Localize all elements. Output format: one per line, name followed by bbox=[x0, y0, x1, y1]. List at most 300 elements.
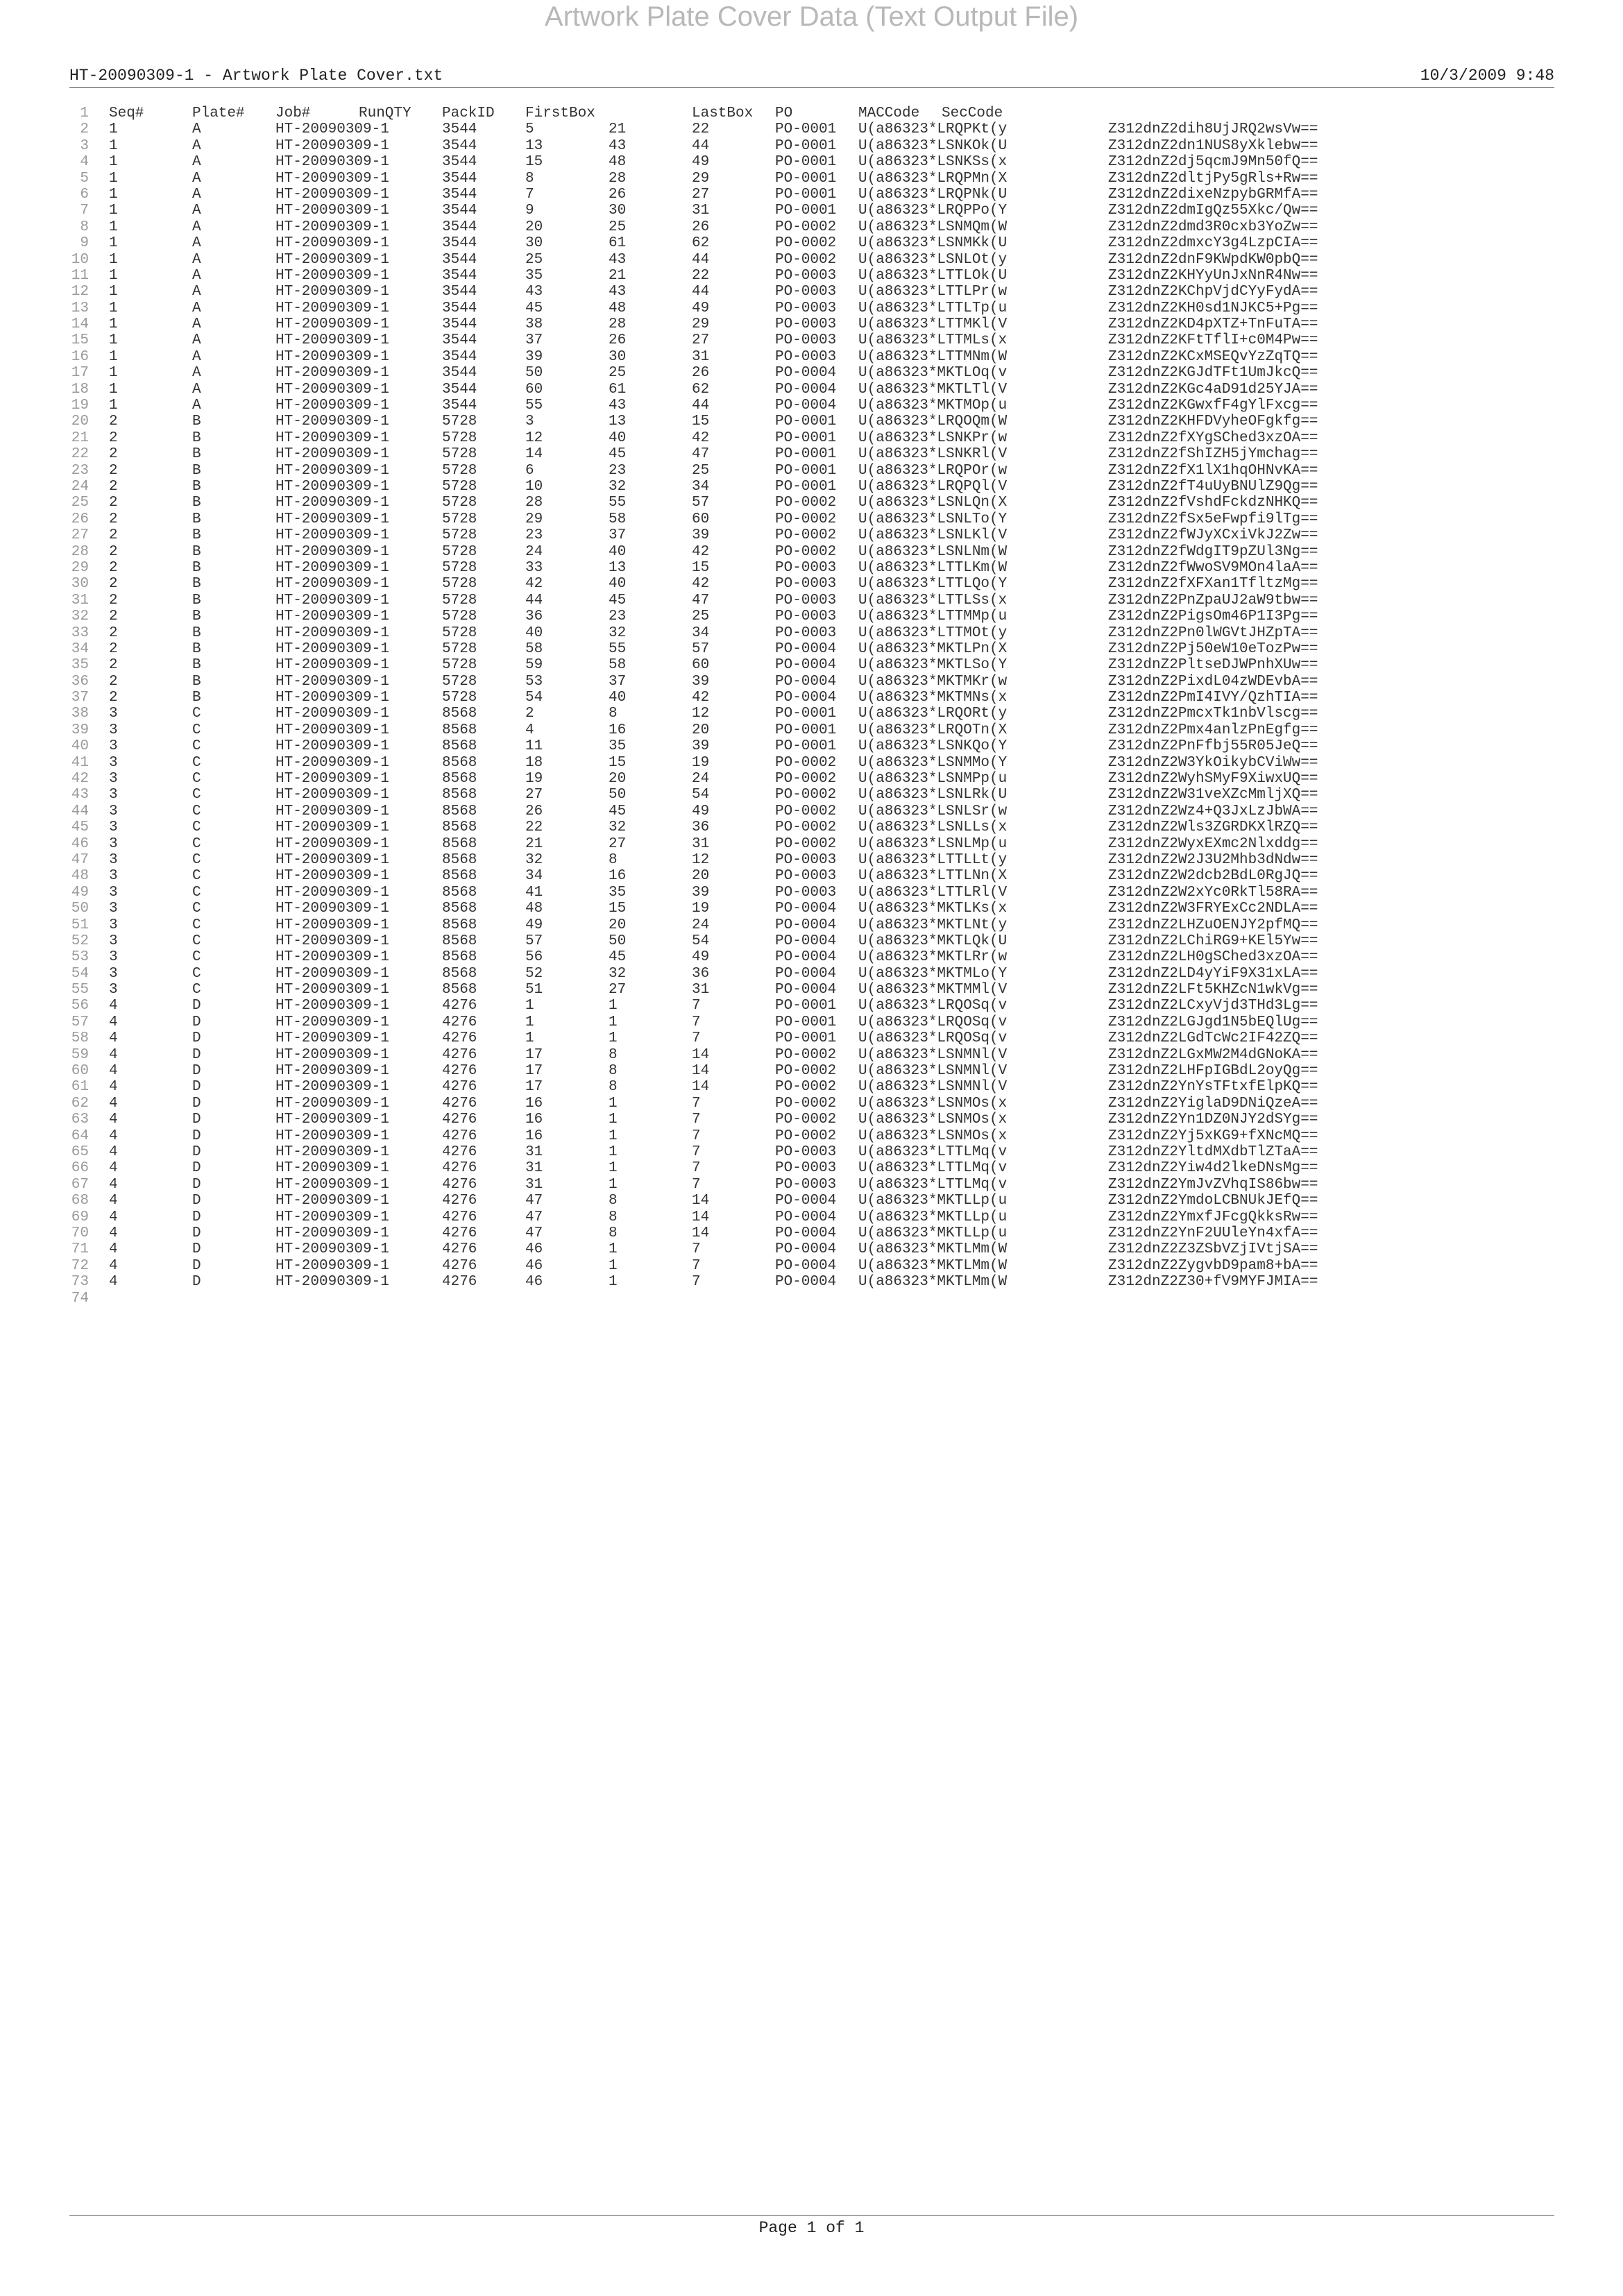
page-header bbox=[69, 67, 1554, 88]
table-cell: 1 bbox=[109, 381, 118, 398]
table-cell: 23 bbox=[609, 609, 627, 625]
line-number: 15 bbox=[71, 332, 89, 349]
table-cell: Z312dnZ2PigsOm46P1I3Pg== bbox=[1108, 609, 1318, 625]
column-header: RunQTY bbox=[359, 105, 411, 121]
table-cell: C bbox=[192, 835, 201, 852]
table-cell: 49 bbox=[692, 300, 710, 316]
line-number: 50 bbox=[71, 901, 89, 917]
table-cell: HT-20090309-1 bbox=[275, 543, 389, 560]
table-cell: HT-20090309-1 bbox=[275, 137, 389, 154]
table-cell: HT-20090309-1 bbox=[275, 284, 389, 300]
table-cell: 7 bbox=[692, 1241, 701, 1258]
table-cell: 15 bbox=[692, 414, 710, 430]
table-cell: 4276 bbox=[442, 1225, 477, 1241]
table-cell: U(a86323*LRQORt(y bbox=[858, 706, 1008, 722]
table-cell: C bbox=[192, 901, 201, 917]
table-cell: HT-20090309-1 bbox=[275, 787, 389, 803]
table-cell: 8 bbox=[609, 1046, 618, 1063]
table-cell: 3544 bbox=[442, 121, 477, 138]
table-cell: 61 bbox=[609, 381, 627, 398]
table-cell: 46 bbox=[525, 1274, 543, 1291]
table-cell: 14 bbox=[692, 1046, 710, 1063]
table-cell: 12 bbox=[692, 706, 710, 722]
table-cell: Z312dnZ2WyxEXmc2Nlxddg== bbox=[1108, 835, 1318, 852]
table-cell: U(a86323*MKTLLp(u bbox=[858, 1225, 1008, 1241]
table-cell: 19 bbox=[692, 901, 710, 917]
table-cell: 20 bbox=[692, 722, 710, 738]
table-cell: B bbox=[192, 511, 201, 527]
table-cell: D bbox=[192, 1014, 201, 1030]
table-cell: 16 bbox=[525, 1112, 543, 1128]
table-cell: B bbox=[192, 495, 201, 511]
table-cell: 5728 bbox=[442, 673, 477, 690]
table-cell: A bbox=[192, 137, 201, 154]
table-cell: D bbox=[192, 1030, 201, 1047]
table-cell: Z312dnZ2W2xYc0RkTl58RA== bbox=[1108, 884, 1318, 901]
table-cell: HT-20090309-1 bbox=[275, 738, 389, 755]
table-cell: PO-0003 bbox=[775, 316, 837, 333]
table-cell: HT-20090309-1 bbox=[275, 592, 389, 609]
table-cell: C bbox=[192, 982, 201, 998]
table-cell: 7 bbox=[692, 998, 701, 1014]
table-cell: PO-0002 bbox=[775, 787, 837, 803]
table-cell: 37 bbox=[525, 332, 543, 349]
table-cell: 53 bbox=[525, 673, 543, 690]
table-cell: HT-20090309-1 bbox=[275, 381, 389, 398]
line-number: 12 bbox=[71, 284, 89, 300]
table-cell: HT-20090309-1 bbox=[275, 982, 389, 998]
table-cell: 1 bbox=[609, 998, 618, 1014]
table-cell: U(a86323*LSNLOt(y bbox=[858, 251, 1008, 268]
table-cell: 15 bbox=[692, 559, 710, 576]
table-cell: PO-0002 bbox=[775, 803, 837, 819]
table-cell: U(a86323*LTTLQo(Y bbox=[858, 576, 1008, 593]
table-cell: 3 bbox=[109, 754, 118, 771]
table-cell: U(a86323*MKTLTl(V bbox=[858, 381, 1008, 398]
table-cell: 16 bbox=[609, 868, 627, 885]
table-cell: Z312dnZ2LGdTcWc2IF42ZQ== bbox=[1108, 1030, 1318, 1047]
table-cell: Z312dnZ2LCxyVjd3THd3Lg== bbox=[1108, 998, 1318, 1014]
table-cell: 14 bbox=[692, 1063, 710, 1080]
table-cell: Z312dnZ2YmJvZVhqIS86bw== bbox=[1108, 1176, 1318, 1193]
table-cell: 12 bbox=[525, 430, 543, 446]
table-cell: 26 bbox=[692, 219, 710, 235]
table-cell: U(a86323*LSNLNm(W bbox=[858, 543, 1008, 560]
table-cell: U(a86323*LSNMQm(W bbox=[858, 219, 1008, 235]
table-cell: PO-0003 bbox=[775, 1144, 837, 1160]
table-cell: 2 bbox=[109, 446, 118, 463]
table-cell: Z312dnZ2LH0gSChed3xzOA== bbox=[1108, 949, 1318, 966]
table-cell: HT-20090309-1 bbox=[275, 365, 389, 382]
line-number: 21 bbox=[71, 430, 89, 446]
table-cell: U(a86323*LRQOSq(v bbox=[858, 998, 1008, 1014]
table-cell: PO-0001 bbox=[775, 414, 837, 430]
table-cell: 25 bbox=[609, 219, 627, 235]
table-cell: 40 bbox=[609, 576, 627, 593]
table-cell: 14 bbox=[692, 1209, 710, 1225]
line-number: 31 bbox=[71, 592, 89, 609]
table-cell: 22 bbox=[525, 819, 543, 836]
table-cell: 13 bbox=[525, 137, 543, 154]
table-cell: 4 bbox=[109, 1193, 118, 1209]
table-cell: Z312dnZ2dmIgQz55Xkc/Qw== bbox=[1108, 203, 1318, 219]
table-cell: 2 bbox=[109, 462, 118, 479]
table-cell: Z312dnZ2KH0sd1NJKC5+Pg== bbox=[1108, 300, 1318, 316]
table-cell: 4276 bbox=[442, 1046, 477, 1063]
table-cell: U(a86323*LRQOSq(v bbox=[858, 1030, 1008, 1047]
table-cell: 8568 bbox=[442, 965, 477, 982]
table-cell: 14 bbox=[692, 1193, 710, 1209]
table-cell: 19 bbox=[525, 771, 543, 788]
table-cell: 4 bbox=[109, 1014, 118, 1030]
line-number: 34 bbox=[71, 640, 89, 657]
table-cell: HT-20090309-1 bbox=[275, 267, 389, 284]
table-cell: 45 bbox=[609, 446, 627, 463]
table-cell: 43 bbox=[609, 251, 627, 268]
table-cell: 5728 bbox=[442, 690, 477, 706]
table-cell: HT-20090309-1 bbox=[275, 414, 389, 430]
table-cell: U(a86323*MKTLRr(w bbox=[858, 949, 1008, 966]
table-cell: Z312dnZ2fX1lX1hqOHNvKA== bbox=[1108, 462, 1318, 479]
table-cell: 34 bbox=[692, 478, 710, 495]
table-cell: HT-20090309-1 bbox=[275, 722, 389, 738]
table-cell: 14 bbox=[692, 1079, 710, 1096]
table-cell: 36 bbox=[525, 609, 543, 625]
line-number: 25 bbox=[71, 495, 89, 511]
table-cell: U(a86323*LSNMPp(u bbox=[858, 771, 1008, 788]
table-cell: U(a86323*LRQOQm(W bbox=[858, 414, 1008, 430]
table-cell: PO-0001 bbox=[775, 998, 837, 1014]
table-cell: PO-0004 bbox=[775, 381, 837, 398]
table-cell: 1 bbox=[109, 348, 118, 365]
table-cell: 42 bbox=[692, 430, 710, 446]
table-cell: B bbox=[192, 690, 201, 706]
table-cell: U(a86323*LSNKRl(V bbox=[858, 446, 1008, 463]
table-cell: 39 bbox=[692, 673, 710, 690]
table-cell: 40 bbox=[609, 690, 627, 706]
table-cell: Z312dnZ2fShIZH5jYmchag== bbox=[1108, 446, 1318, 463]
table-cell: HT-20090309-1 bbox=[275, 1063, 389, 1080]
table-cell: 1 bbox=[109, 219, 118, 235]
line-number: 72 bbox=[71, 1257, 89, 1274]
table-cell: 3544 bbox=[442, 365, 477, 382]
table-cell: PO-0003 bbox=[775, 1176, 837, 1193]
table-cell: HT-20090309-1 bbox=[275, 511, 389, 527]
table-cell: 31 bbox=[525, 1176, 543, 1193]
table-cell: A bbox=[192, 316, 201, 333]
table-cell: Z312dnZ2KD4pXTZ+TnFuTA== bbox=[1108, 316, 1318, 333]
table-cell: D bbox=[192, 1160, 201, 1177]
table-cell: 3 bbox=[109, 803, 118, 819]
table-cell: PO-0004 bbox=[775, 640, 837, 657]
table-cell: 45 bbox=[525, 300, 543, 316]
table-cell: Z312dnZ2LHZuOENJY2pfMQ== bbox=[1108, 917, 1318, 933]
table-cell: 8568 bbox=[442, 754, 477, 771]
table-cell: 1 bbox=[109, 300, 118, 316]
table-cell: 16 bbox=[525, 1095, 543, 1112]
table-cell: 58 bbox=[609, 657, 627, 674]
table-cell: 5728 bbox=[442, 576, 477, 593]
table-cell: 13 bbox=[609, 414, 627, 430]
table-cell: HT-20090309-1 bbox=[275, 186, 389, 203]
table-cell: D bbox=[192, 1241, 201, 1258]
table-cell: 2 bbox=[109, 495, 118, 511]
table-cell: 34 bbox=[692, 624, 710, 641]
page-number: Page 1 of 1 bbox=[758, 2219, 865, 2237]
table-cell: A bbox=[192, 186, 201, 203]
table-cell: PO-0001 bbox=[775, 1030, 837, 1047]
table-cell: 36 bbox=[692, 965, 710, 982]
table-cell: 32 bbox=[609, 624, 627, 641]
table-cell: 27 bbox=[609, 835, 627, 852]
table-cell: 3544 bbox=[442, 381, 477, 398]
table-cell: Z312dnZ2PixdL04zWDEvbA== bbox=[1108, 673, 1318, 690]
table-cell: 3544 bbox=[442, 251, 477, 268]
table-cell: 24 bbox=[692, 917, 710, 933]
table-cell: PO-0001 bbox=[775, 462, 837, 479]
table-cell: HT-20090309-1 bbox=[275, 657, 389, 674]
table-cell: 7 bbox=[692, 1160, 701, 1177]
table-cell: C bbox=[192, 738, 201, 755]
table-cell: HT-20090309-1 bbox=[275, 933, 389, 949]
table-cell: 39 bbox=[692, 527, 710, 544]
table-cell: 8 bbox=[525, 170, 534, 187]
table-cell: 51 bbox=[525, 982, 543, 998]
line-number: 33 bbox=[71, 624, 89, 641]
table-cell: 8568 bbox=[442, 787, 477, 803]
table-cell: HT-20090309-1 bbox=[275, 478, 389, 495]
line-number: 60 bbox=[71, 1063, 89, 1080]
table-cell: 25 bbox=[609, 365, 627, 382]
table-cell: 47 bbox=[525, 1225, 543, 1241]
table-cell: U(a86323*MKTLMm(W bbox=[858, 1257, 1008, 1274]
table-cell: 62 bbox=[692, 235, 710, 252]
table-cell: 29 bbox=[692, 316, 710, 333]
table-cell: PO-0003 bbox=[775, 559, 837, 576]
table-cell: PO-0004 bbox=[775, 1257, 837, 1274]
table-cell: 2 bbox=[109, 609, 118, 625]
table-cell: HT-20090309-1 bbox=[275, 203, 389, 219]
table-cell: U(a86323*LTTMMp(u bbox=[858, 609, 1008, 625]
table-cell: 8568 bbox=[442, 917, 477, 933]
table-cell: 25 bbox=[525, 251, 543, 268]
table-cell: HT-20090309-1 bbox=[275, 1160, 389, 1177]
line-number: 10 bbox=[71, 251, 89, 268]
table-cell: 23 bbox=[609, 462, 627, 479]
table-cell: 26 bbox=[609, 332, 627, 349]
table-cell: U(a86323*MKTLLp(u bbox=[858, 1193, 1008, 1209]
table-cell: 48 bbox=[609, 300, 627, 316]
table-cell: 31 bbox=[525, 1160, 543, 1177]
table-cell: 4 bbox=[109, 1144, 118, 1160]
table-cell: PO-0004 bbox=[775, 1241, 837, 1258]
table-cell: C bbox=[192, 706, 201, 722]
table-cell: Z312dnZ2W31veXZcMmljXQ== bbox=[1108, 787, 1318, 803]
table-cell: 11 bbox=[525, 738, 543, 755]
table-cell: 7 bbox=[692, 1257, 701, 1274]
table-cell: Z312dnZ2Yn1DZ0NJY2dSYg== bbox=[1108, 1112, 1318, 1128]
table-cell: Z312dnZ2fVshdFckdzNHKQ== bbox=[1108, 495, 1318, 511]
table-cell: Z312dnZ2W3YkOikybCViWw== bbox=[1108, 754, 1318, 771]
table-cell: U(a86323*LSNMNl(V bbox=[858, 1063, 1008, 1080]
table-cell: 46 bbox=[525, 1257, 543, 1274]
table-cell: B bbox=[192, 527, 201, 544]
table-cell: Z312dnZ2LChiRG9+KEl5Yw== bbox=[1108, 933, 1318, 949]
table-cell: 2 bbox=[109, 673, 118, 690]
table-cell: 21 bbox=[609, 267, 627, 284]
table-cell: U(a86323*MKTLKs(x bbox=[858, 901, 1008, 917]
table-cell: 28 bbox=[609, 316, 627, 333]
table-cell: 2 bbox=[109, 478, 118, 495]
table-cell: PO-0001 bbox=[775, 154, 837, 171]
table-cell: 8568 bbox=[442, 933, 477, 949]
table-cell: U(a86323*LTTLOk(U bbox=[858, 267, 1008, 284]
table-cell: U(a86323*MKTLOq(v bbox=[858, 365, 1008, 382]
table-cell: U(a86323*LRQOSq(v bbox=[858, 1014, 1008, 1030]
table-cell: 45 bbox=[609, 803, 627, 819]
table-cell: 3544 bbox=[442, 219, 477, 235]
table-cell: 4 bbox=[109, 1079, 118, 1096]
table-cell: 4276 bbox=[442, 1079, 477, 1096]
table-cell: 5728 bbox=[442, 527, 477, 544]
table-cell: 43 bbox=[609, 398, 627, 414]
table-cell: 32 bbox=[609, 478, 627, 495]
table-cell: 2 bbox=[109, 640, 118, 657]
table-cell: 3544 bbox=[442, 332, 477, 349]
table-cell: 8568 bbox=[442, 771, 477, 788]
table-cell: B bbox=[192, 430, 201, 446]
table-cell: 3544 bbox=[442, 267, 477, 284]
table-cell: 37 bbox=[609, 527, 627, 544]
table-cell: 4 bbox=[109, 1128, 118, 1144]
table-cell: HT-20090309-1 bbox=[275, 965, 389, 982]
table-cell: 14 bbox=[525, 446, 543, 463]
table-cell: 8568 bbox=[442, 803, 477, 819]
table-cell: U(a86323*LTTLNn(X bbox=[858, 868, 1008, 885]
table-cell: U(a86323*LSNKQo(Y bbox=[858, 738, 1008, 755]
table-cell: D bbox=[192, 1128, 201, 1144]
table-cell: PO-0004 bbox=[775, 673, 837, 690]
table-cell: 17 bbox=[525, 1079, 543, 1096]
table-cell: 5728 bbox=[442, 640, 477, 657]
line-number: 53 bbox=[71, 949, 89, 966]
table-cell: 1 bbox=[109, 251, 118, 268]
table-cell: Z312dnZ2Z30+fV9MYFJMIA== bbox=[1108, 1274, 1318, 1291]
line-number: 30 bbox=[71, 576, 89, 593]
table-cell: 57 bbox=[525, 933, 543, 949]
table-cell: 27 bbox=[692, 186, 710, 203]
table-cell: 8 bbox=[609, 851, 618, 868]
table-cell: 30 bbox=[609, 348, 627, 365]
table-cell: 7 bbox=[692, 1014, 701, 1030]
table-cell: Z312dnZ2dnF9KWpdKW0pbQ== bbox=[1108, 251, 1318, 268]
table-cell: 45 bbox=[609, 949, 627, 966]
table-cell: 3 bbox=[109, 884, 118, 901]
line-number: 41 bbox=[71, 754, 89, 771]
table-cell: 3 bbox=[525, 414, 534, 430]
table-cell: U(a86323*LRQPMn(X bbox=[858, 170, 1008, 187]
table-cell: C bbox=[192, 949, 201, 966]
line-number: 69 bbox=[71, 1209, 89, 1225]
table-cell: PO-0002 bbox=[775, 543, 837, 560]
table-cell: U(a86323*LSNKPr(w bbox=[858, 430, 1008, 446]
table-cell: U(a86323*MKTMKr(w bbox=[858, 673, 1008, 690]
table-cell: 5728 bbox=[442, 446, 477, 463]
table-cell: PO-0001 bbox=[775, 706, 837, 722]
table-cell: 3 bbox=[109, 901, 118, 917]
table-cell: 3 bbox=[109, 787, 118, 803]
column-header: SecCode bbox=[942, 105, 1003, 121]
table-cell: U(a86323*LSNMNl(V bbox=[858, 1046, 1008, 1063]
table-cell: 44 bbox=[692, 398, 710, 414]
table-cell: 31 bbox=[525, 1144, 543, 1160]
table-cell: 1 bbox=[109, 121, 118, 138]
table-cell: 5728 bbox=[442, 478, 477, 495]
table-cell: 3544 bbox=[442, 137, 477, 154]
table-cell: 44 bbox=[525, 592, 543, 609]
line-number: 54 bbox=[71, 965, 89, 982]
table-cell: U(a86323*LSNMNl(V bbox=[858, 1079, 1008, 1096]
table-cell: U(a86323*MKTLNt(y bbox=[858, 917, 1008, 933]
table-cell: PO-0001 bbox=[775, 738, 837, 755]
document-title: Artwork Plate Cover Data (Text Output File) bbox=[544, 1, 1079, 32]
table-cell: 60 bbox=[692, 511, 710, 527]
table-cell: U(a86323*LRQOTn(X bbox=[858, 722, 1008, 738]
table-cell: 4276 bbox=[442, 1063, 477, 1080]
column-header: Plate# bbox=[192, 105, 245, 121]
table-cell: HT-20090309-1 bbox=[275, 398, 389, 414]
table-cell: U(a86323*MKTLLp(u bbox=[858, 1209, 1008, 1225]
table-cell: PO-0003 bbox=[775, 868, 837, 885]
table-cell: 1 bbox=[109, 398, 118, 414]
table-cell: U(a86323*LTTLTp(u bbox=[858, 300, 1008, 316]
table-cell: B bbox=[192, 657, 201, 674]
table-cell: C bbox=[192, 803, 201, 819]
table-cell: Z312dnZ2YiglaD9DNiQzeA== bbox=[1108, 1095, 1318, 1112]
line-number: 74 bbox=[71, 1290, 89, 1307]
table-cell: B bbox=[192, 543, 201, 560]
table-cell: D bbox=[192, 1209, 201, 1225]
table-cell: 47 bbox=[525, 1209, 543, 1225]
column-header: PackID bbox=[442, 105, 495, 121]
line-number: 8 bbox=[80, 219, 89, 235]
table-cell: Z312dnZ2PmI4IVY/QzhTIA== bbox=[1108, 690, 1318, 706]
table-cell: A bbox=[192, 348, 201, 365]
table-cell: PO-0002 bbox=[775, 1046, 837, 1063]
table-cell: PO-0001 bbox=[775, 478, 837, 495]
table-cell: U(a86323*LTTMNm(W bbox=[858, 348, 1008, 365]
table-cell: 4276 bbox=[442, 1128, 477, 1144]
table-cell: Z312dnZ2W2dcb2BdL0RgJQ== bbox=[1108, 868, 1318, 885]
table-cell: Z312dnZ2KGc4aD91d25YJA== bbox=[1108, 381, 1318, 398]
table-cell: Z312dnZ2PnFfbj55R05JeQ== bbox=[1108, 738, 1318, 755]
table-cell: HT-20090309-1 bbox=[275, 495, 389, 511]
table-cell: 7 bbox=[692, 1274, 701, 1291]
table-cell: B bbox=[192, 462, 201, 479]
table-cell: U(a86323*MKTLMm(W bbox=[858, 1241, 1008, 1258]
column-header: FirstBox bbox=[525, 105, 595, 121]
table-cell: U(a86323*MKTLMm(W bbox=[858, 1274, 1008, 1291]
table-cell: 50 bbox=[609, 933, 627, 949]
table-cell: A bbox=[192, 170, 201, 187]
table-cell: 8568 bbox=[442, 868, 477, 885]
table-cell: 1 bbox=[109, 267, 118, 284]
table-cell: Z312dnZ2Pj50eW10eTozPw== bbox=[1108, 640, 1318, 657]
table-cell: HT-20090309-1 bbox=[275, 1144, 389, 1160]
table-cell: Z312dnZ2dih8UjJRQ2wsVw== bbox=[1108, 121, 1318, 138]
table-cell: 45 bbox=[609, 592, 627, 609]
table-cell: 5728 bbox=[442, 559, 477, 576]
